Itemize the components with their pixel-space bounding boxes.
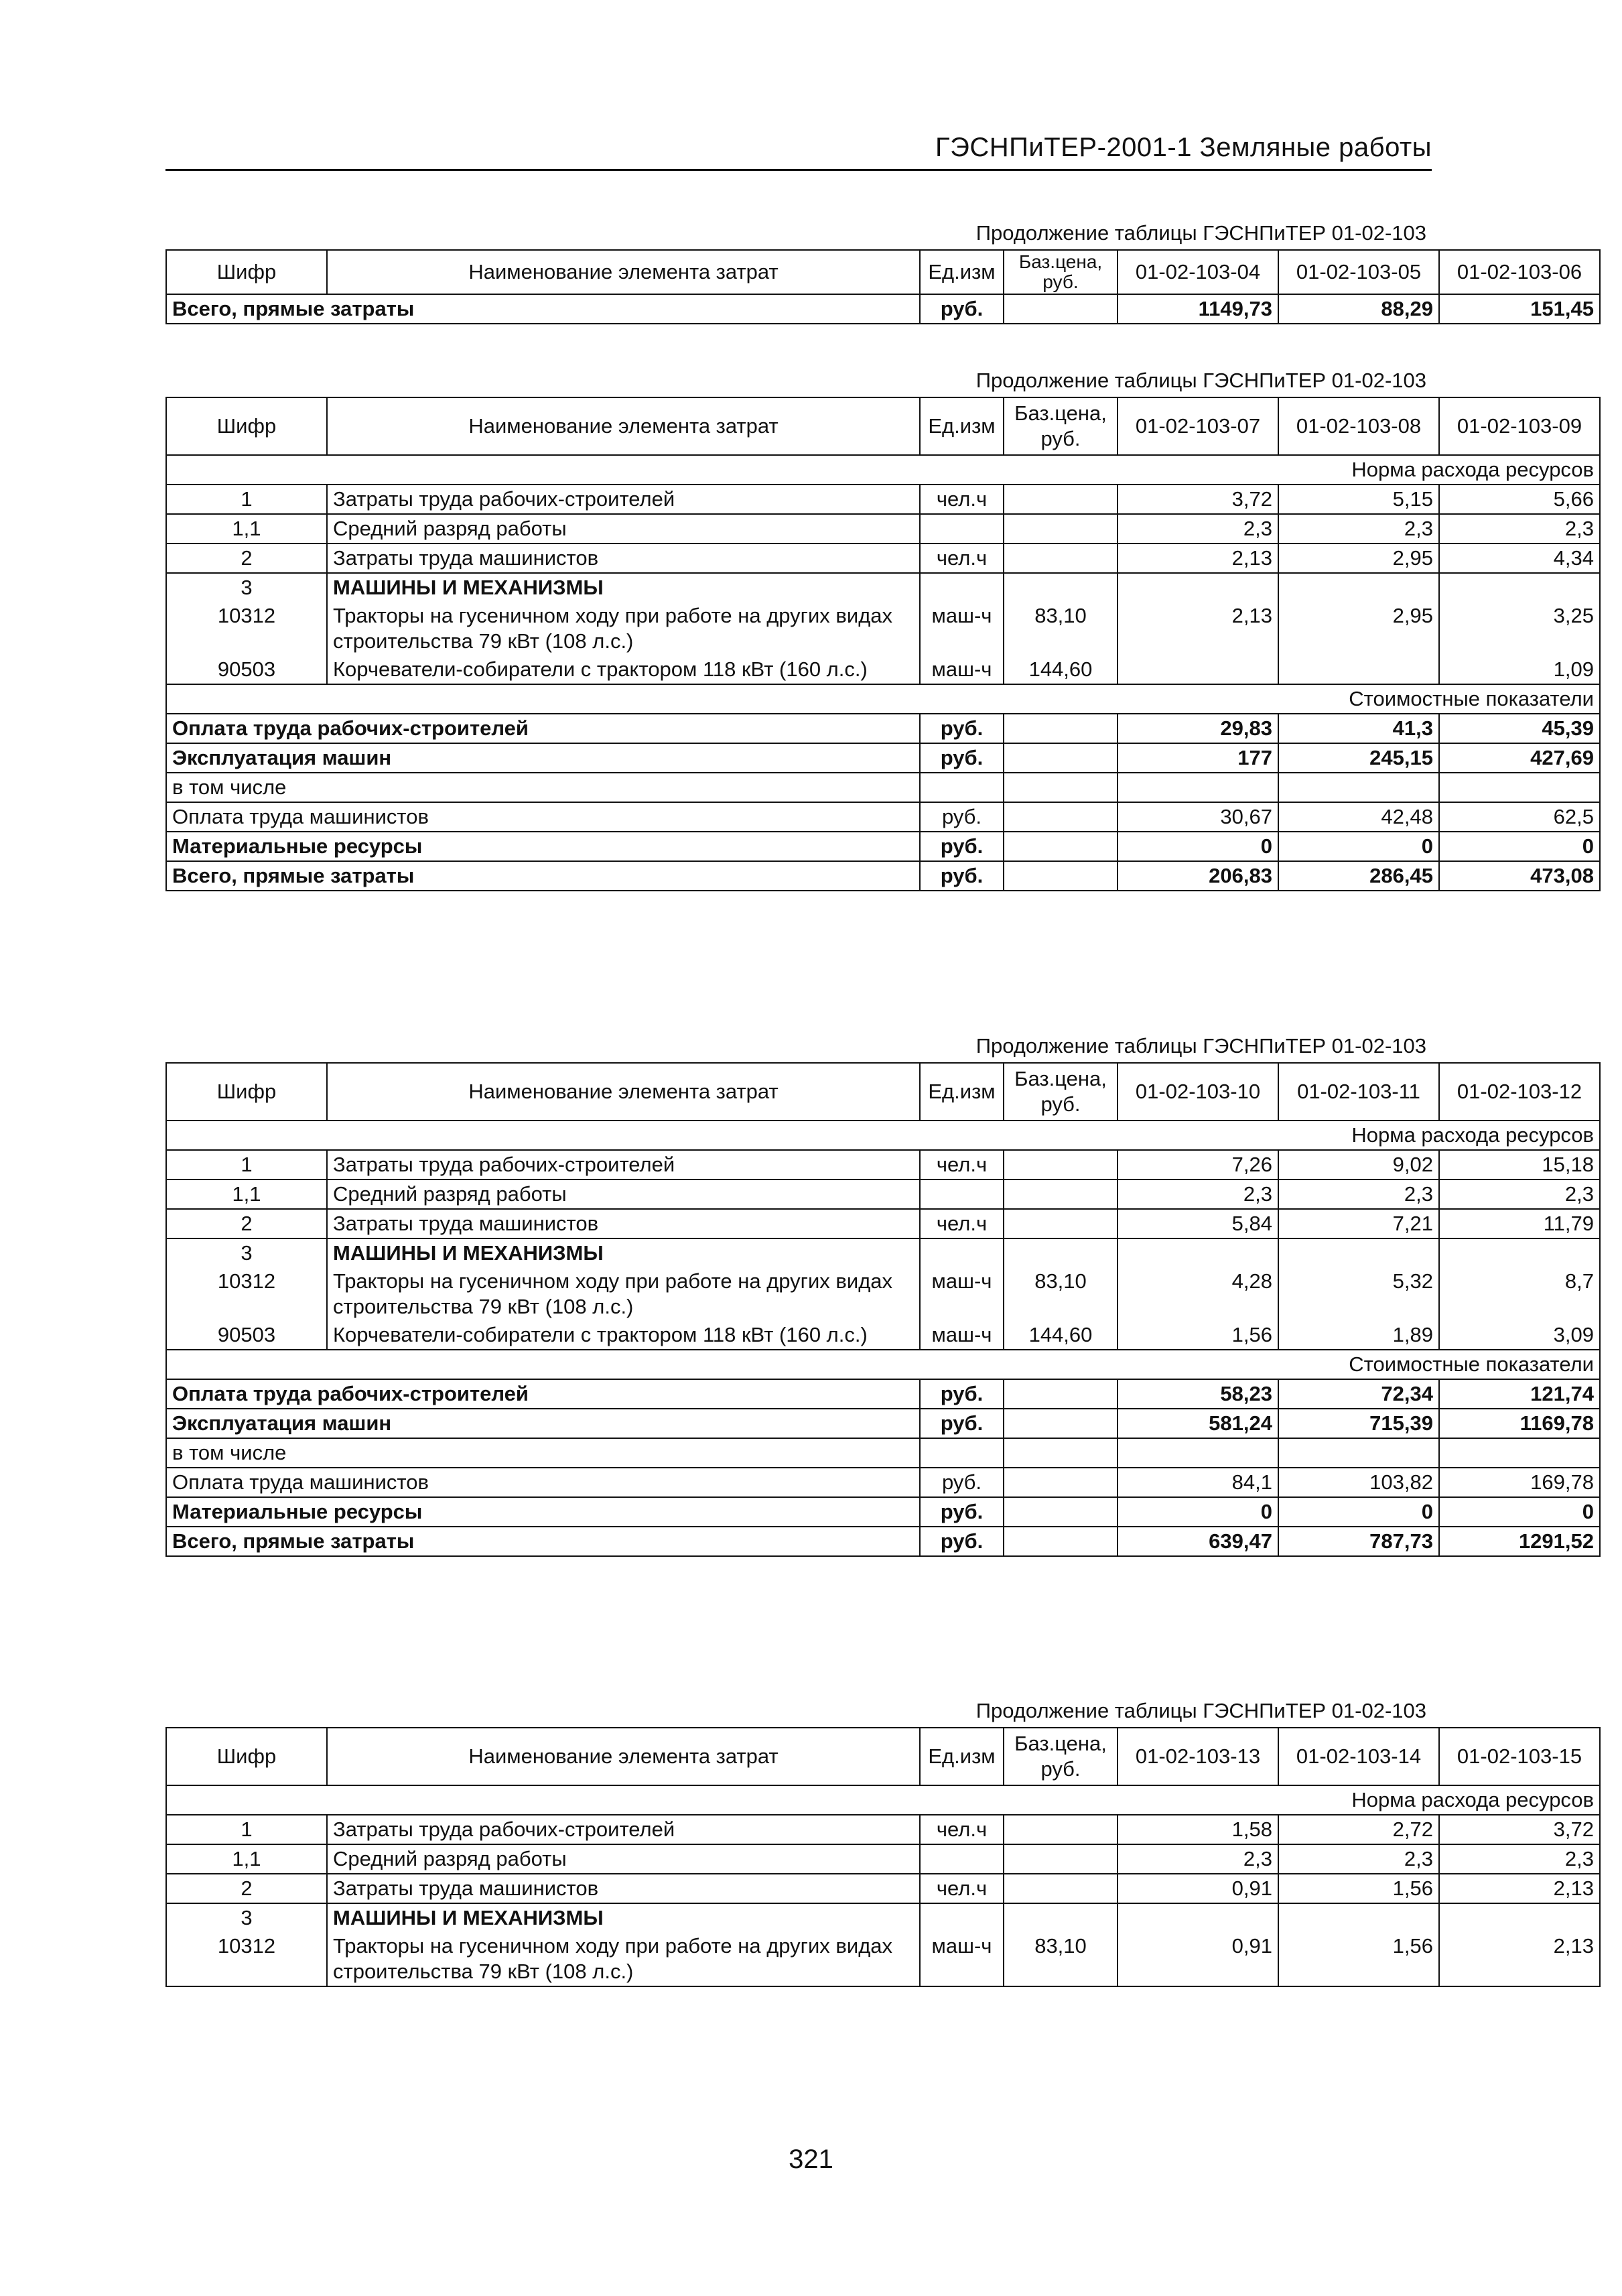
col-header-unit: Ед.изм (920, 250, 1004, 294)
col-header-price: Баз.цена, руб. (1004, 397, 1118, 455)
cost-table-2 (165, 397, 1601, 891)
summary-row: Всего, прямые затраты руб. 639,47 787,73 1291,52 (166, 1527, 1600, 1556)
table-row: 2 Затраты труда машинистов чел.ч 2,13 2,95 4,34 (166, 544, 1600, 573)
col-header-shifr: Шифр (166, 250, 327, 294)
page-number: 321 (789, 2145, 833, 2174)
section-cost: Стоимостные показатели (166, 684, 1600, 714)
header-rule (165, 169, 1432, 171)
summary-row: Оплата труда рабочих-строителей руб. 29,83 41,3 45,39 (166, 714, 1600, 743)
col-header-shifr: Шифр (166, 1063, 327, 1121)
table-row: 90503 Корчеватели-собиратели с трактором 118 кВт (160 л.с.) маш-ч 144,60 1,09 (166, 655, 1600, 684)
col-header-name: Наименование элемента затрат (327, 1728, 920, 1785)
table-row: 1,1 Средний разряд работы 2,3 2,3 2,3 (166, 514, 1600, 544)
table-row: 1,1 Средний разряд работы 2,3 2,3 2,3 (166, 1179, 1600, 1209)
total-value: 88,29 (1278, 294, 1439, 324)
table-caption: Продолжение таблицы ГЭСНПиТЕР 01-02-103 (975, 221, 1426, 245)
col-header-name: Наименование элемента затрат (327, 397, 920, 455)
cost-table-3 (165, 1062, 1601, 1557)
table-row: 2 Затраты труда машинистов чел.ч 0,91 1,56 2,13 (166, 1874, 1600, 1903)
total-unit: руб. (920, 294, 1004, 324)
col-header-code: 01-02-103-08 (1278, 397, 1439, 455)
col-header-code: 01-02-103-12 (1439, 1063, 1600, 1121)
summary-row: Эксплуатация машин руб. 581,24 715,39 1169,78 (166, 1409, 1600, 1438)
table-row: 3 МАШИНЫ И МЕХАНИЗМЫ (166, 573, 1600, 602)
col-header-price: Баз.цена, руб. (1004, 1063, 1118, 1121)
table-row: 1 Затраты труда рабочих-строителей чел.ч 1,58 2,72 3,72 (166, 1815, 1600, 1844)
summary-row: в том числе (166, 773, 1600, 802)
col-header-name: Наименование элемента затрат (327, 250, 920, 294)
col-header-unit: Ед.изм (920, 1063, 1004, 1121)
summary-row: Материальные ресурсы руб. 0 0 0 (166, 832, 1600, 861)
section-norm: Норма расхода ресурсов (166, 1785, 1600, 1815)
table-caption: Продолжение таблицы ГЭСНПиТЕР 01-02-103 (975, 1699, 1426, 1722)
table-row: 10312 Тракторы на гусеничном ходу при работе на других видах строительства 79 кВт (108 л.с.) маш-ч 83,10 2,13 2,95 3,25 (166, 602, 1600, 655)
col-header-code: 01-02-103-14 (1278, 1728, 1439, 1785)
total-value: 1149,73 (1118, 294, 1278, 324)
col-header-unit: Ед.изм (920, 397, 1004, 455)
col-header-price: Баз.цена, руб. (1004, 250, 1118, 294)
table-caption: Продолжение таблицы ГЭСНПиТЕР 01-02-103 (975, 1034, 1426, 1058)
col-header-shifr: Шифр (166, 1728, 327, 1785)
cost-table-4 (165, 1727, 1601, 1987)
table-row: 10312 Тракторы на гусеничном ходу при работе на других видах строительства 79 кВт (108 л.с.) маш-ч 83,10 4,28 5,32 8,7 (166, 1267, 1600, 1321)
col-header-code: 01-02-103-05 (1278, 250, 1439, 294)
table-row: 2 Затраты труда машинистов чел.ч 5,84 7,21 11,79 (166, 1209, 1600, 1238)
col-header-code: 01-02-103-10 (1118, 1063, 1278, 1121)
col-header-code: 01-02-103-04 (1118, 250, 1278, 294)
col-header-name: Наименование элемента затрат (327, 1063, 920, 1121)
table-row: 1 Затраты труда рабочих-строителей чел.ч 7,26 9,02 15,18 (166, 1150, 1600, 1179)
summary-row: Всего, прямые затраты руб. 206,83 286,45 473,08 (166, 861, 1600, 891)
section-norm: Норма расхода ресурсов (166, 1121, 1600, 1150)
section-cost: Стоимостные показатели (166, 1350, 1600, 1379)
summary-row: Оплата труда рабочих-строителей руб. 58,23 72,34 121,74 (166, 1379, 1600, 1409)
table-row: 3 МАШИНЫ И МЕХАНИЗМЫ (166, 1238, 1600, 1267)
summary-row: Оплата труда машинистов руб. 84,1 103,82 169,78 (166, 1468, 1600, 1497)
table-row: 1 Затраты труда рабочих-строителей чел.ч 3,72 5,15 5,66 (166, 485, 1600, 514)
col-header-unit: Ед.изм (920, 1728, 1004, 1785)
summary-row: Материальные ресурсы руб. 0 0 0 (166, 1497, 1600, 1527)
table-row: 1,1 Средний разряд работы 2,3 2,3 2,3 (166, 1844, 1600, 1874)
col-header-code: 01-02-103-11 (1278, 1063, 1439, 1121)
col-header-code: 01-02-103-13 (1118, 1728, 1278, 1785)
summary-row: Оплата труда машинистов руб. 30,67 42,48 62,5 (166, 802, 1600, 832)
section-norm: Норма расхода ресурсов (166, 455, 1600, 485)
table-row: 3 МАШИНЫ И МЕХАНИЗМЫ (166, 1903, 1600, 1932)
col-header-code: 01-02-103-09 (1439, 397, 1600, 455)
col-header-shifr: Шифр (166, 397, 327, 455)
cost-table-1 (165, 249, 1601, 324)
col-header-code: 01-02-103-07 (1118, 397, 1278, 455)
table-row: 10312 Тракторы на гусеничном ходу при работе на других видах строительства 79 кВт (108 л.с.) маш-ч 83,10 0,91 1,56 2,13 (166, 1932, 1600, 1986)
col-header-code: 01-02-103-15 (1439, 1728, 1600, 1785)
table-row: 90503 Корчеватели-собиратели с трактором 118 кВт (160 л.с.) маш-ч 144,60 1,56 1,89 3,09 (166, 1321, 1600, 1350)
summary-row: в том числе (166, 1438, 1600, 1468)
page-header-title: ГЭСНПиТЕР-2001-1 Земляные работы (935, 133, 1432, 162)
total-label: Всего, прямые затраты (166, 294, 920, 324)
col-header-code: 01-02-103-06 (1439, 250, 1600, 294)
summary-row: Эксплуатация машин руб. 177 245,15 427,69 (166, 743, 1600, 773)
table-caption: Продолжение таблицы ГЭСНПиТЕР 01-02-103 (975, 369, 1426, 392)
col-header-price: Баз.цена, руб. (1004, 1728, 1118, 1785)
total-value: 151,45 (1439, 294, 1600, 324)
